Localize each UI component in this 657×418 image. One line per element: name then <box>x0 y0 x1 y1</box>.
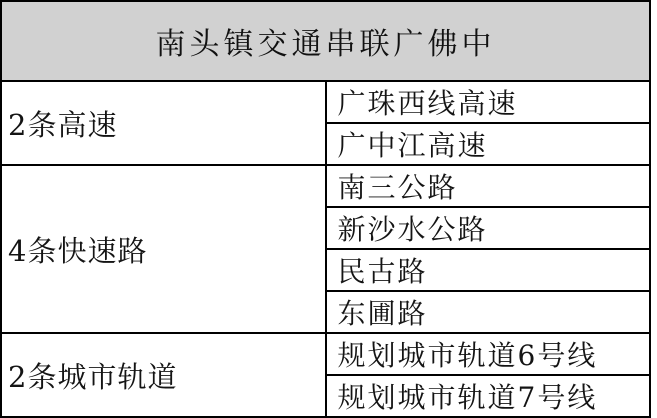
group-label-rail: 2条城市轨道 <box>1 333 326 417</box>
item-cell: 广中江高速 <box>326 123 651 165</box>
table-title: 南头镇交通串联广佛中 <box>1 1 650 81</box>
item-cell: 南三公路 <box>326 165 651 207</box>
item-cell: 东圃路 <box>326 291 651 333</box>
item-cell: 民古路 <box>326 249 651 291</box>
item-cell: 广珠西线高速 <box>326 81 651 123</box>
table-row <box>1 81 650 123</box>
item-cell: 规划城市轨道6号线 <box>326 333 651 375</box>
item-cell: 规划城市轨道7号线 <box>326 375 651 417</box>
table-row <box>1 165 650 207</box>
item-cell: 新沙水公路 <box>326 207 651 249</box>
group-label-highways: 2条高速 <box>1 81 326 165</box>
table-row <box>1 333 650 375</box>
title-row <box>1 1 650 81</box>
group-label-expressways: 4条快速路 <box>1 165 326 333</box>
